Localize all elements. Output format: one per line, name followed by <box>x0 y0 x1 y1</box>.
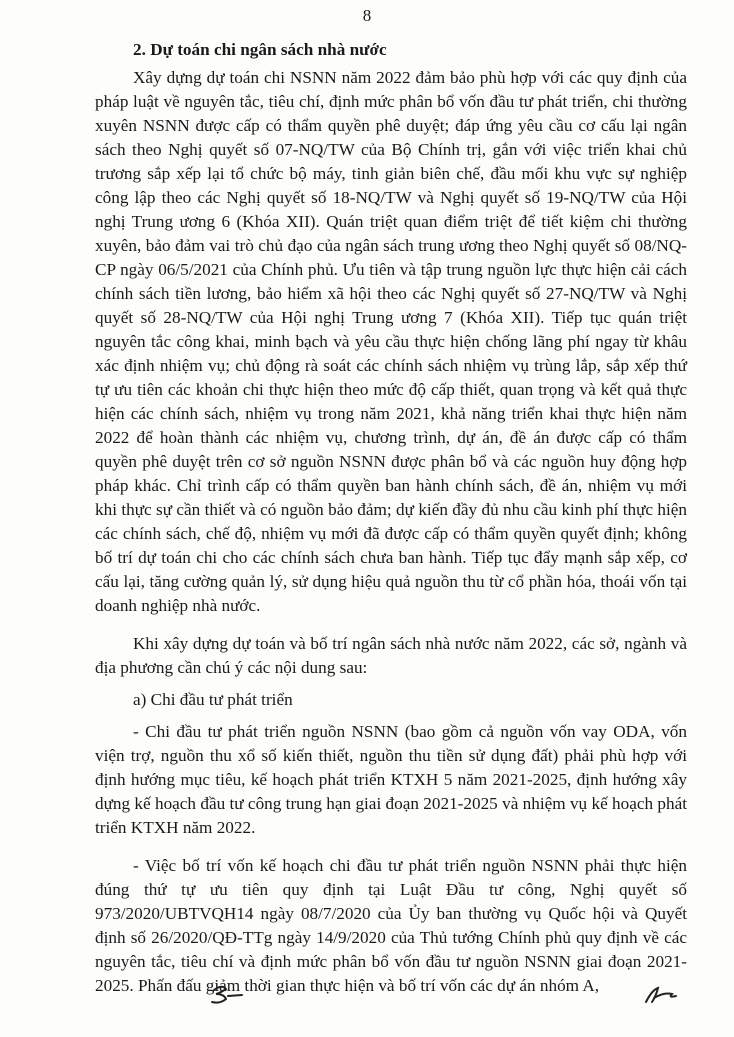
paragraph-capital-allocation: - Việc bố trí vốn kế hoạch chi đầu tư phát triển nguồn NSNN phải thực hiện đúng thứ tự ưu tiên quy định tại Luật Đầu tư công, Nghị quyết số 973/2020/UBTVQH14 ngày 08/7/2020 của Ủy ban thường vụ Quốc hội và Quyết định số 26/2020/QĐ-TTg ngày 14/9/2020 của Thủ tướng Chính phủ quy định về các nguyên tắc, tiêu chí và định mức phân bổ vốn đầu tư nguồn NSNN giai đoạn 2021-2025. Phấn đấu giảm thời gian thực hiện và bố trí vốn các dự án nhóm A, <box>95 856 687 995</box>
section-heading: 2. Dự toán chi ngân sách nhà nước <box>133 40 387 59</box>
paragraph-budget-principles: Xây dựng dự toán chi NSNN năm 2022 đảm bảo phù hợp với các quy định của pháp luật về nguyên tắc, tiêu chí, định mức phân bổ vốn đầu tư phát triển, chi thường xuyên NSNN được cấp có thẩm quyền phê duyệt; đáp ứng yêu cầu cơ cấu lại ngân sách theo Nghị quyết số 07-NQ/TW của Bộ Chính trị, gắn với việc triển khai chủ trương sắp xếp lại tổ chức bộ máy, tinh giản biên chế, đầu mối khu vực sự nghiệp công lập theo các Nghị quyết số 18-NQ/TW và Nghị quyết số 19-NQ/TW của Hội nghị Trung ương 6 (Khóa XII). Quán triệt quan điểm triệt để tiết kiệm chi thường xuyên, bảo đảm vai trò chủ đạo của ngân sách trung ương theo Nghị quyết số 08/NQ-CP ngày 06/5/2021 của Chính phủ. Ưu tiên và tập trung nguồn lực thực hiện cải cách chính sách tiền lương, bảo hiểm xã hội theo các Nghị quyết số 27-NQ/TW và Nghị quyết số 28-NQ/TW của Hội nghị Trung ương 7 (Khóa XII). Tiếp tục quán triệt nguyên tắc công khai, minh bạch và yêu cầu thực hiện chống lãng phí ngay từ khâu xác định nhiệm vụ; chủ động rà soát các chính sách nhiệm vụ trùng lắp, sắp xếp thứ tự ưu tiên các khoản chi thực hiện theo mức độ cấp thiết, quan trọng và kết quả thực hiện các chính sách, nhiệm vụ trong năm 2021, khả năng triển khai thực hiện năm 2022 để hoàn thành các nhiệm vụ, chương trình, dự án, đề án được cấp có thẩm quyền phê duyệt trên cơ sở nguồn NSNN được phân bổ và các nguồn huy động hợp pháp khác. Chỉ trình cấp có thẩm quyền ban hành chính sách, đề án, nhiệm vụ mới khi thực sự cần thiết và có nguồn bảo đảm; dự kiến đầy đủ nhu cầu kinh phí thực hiện các chính sách, chế độ, nhiệm vụ mới đã được cấp có thẩm quyền quyết định; không bố trí dự toán chi cho các chính sách chưa ban hành. Tiếp tục đẩy mạnh sắp xếp, cơ cấu lại, tăng cường quản lý, sử dụng hiệu quả nguồn thu từ cổ phần hóa, thoái vốn tại doanh nghiệp nhà nước. <box>95 68 687 615</box>
sub-heading-development-investment: a) Chi đầu tư phát triển <box>133 690 293 709</box>
handwritten-initial-right <box>642 982 682 1010</box>
document-body <box>95 38 687 1012</box>
handwritten-initial-left <box>208 980 248 1008</box>
page-number: 8 <box>362 6 372 25</box>
paragraph-notes-intro: Khi xây dựng dự toán và bố trí ngân sách nhà nước năm 2022, các sở, ngành và địa phương cần chú ý các nội dung sau: <box>95 634 687 677</box>
paragraph-investment-alignment: - Chi đầu tư phát triển nguồn NSNN (bao gồm cả nguồn vốn vay ODA, vốn viện trợ, nguồn thu xổ số kiến thiết, nguồn thu tiền sử dụng đất) phải phù hợp với định hướng mục tiêu, kế hoạch phát triển KTXH 5 năm 2021-2025, định hướng xây dựng kế hoạch đầu tư công trung hạn giai đoạn 2021-2025 và nhiệm vụ kế hoạch phát triển KTXH năm 2022. <box>95 722 687 837</box>
